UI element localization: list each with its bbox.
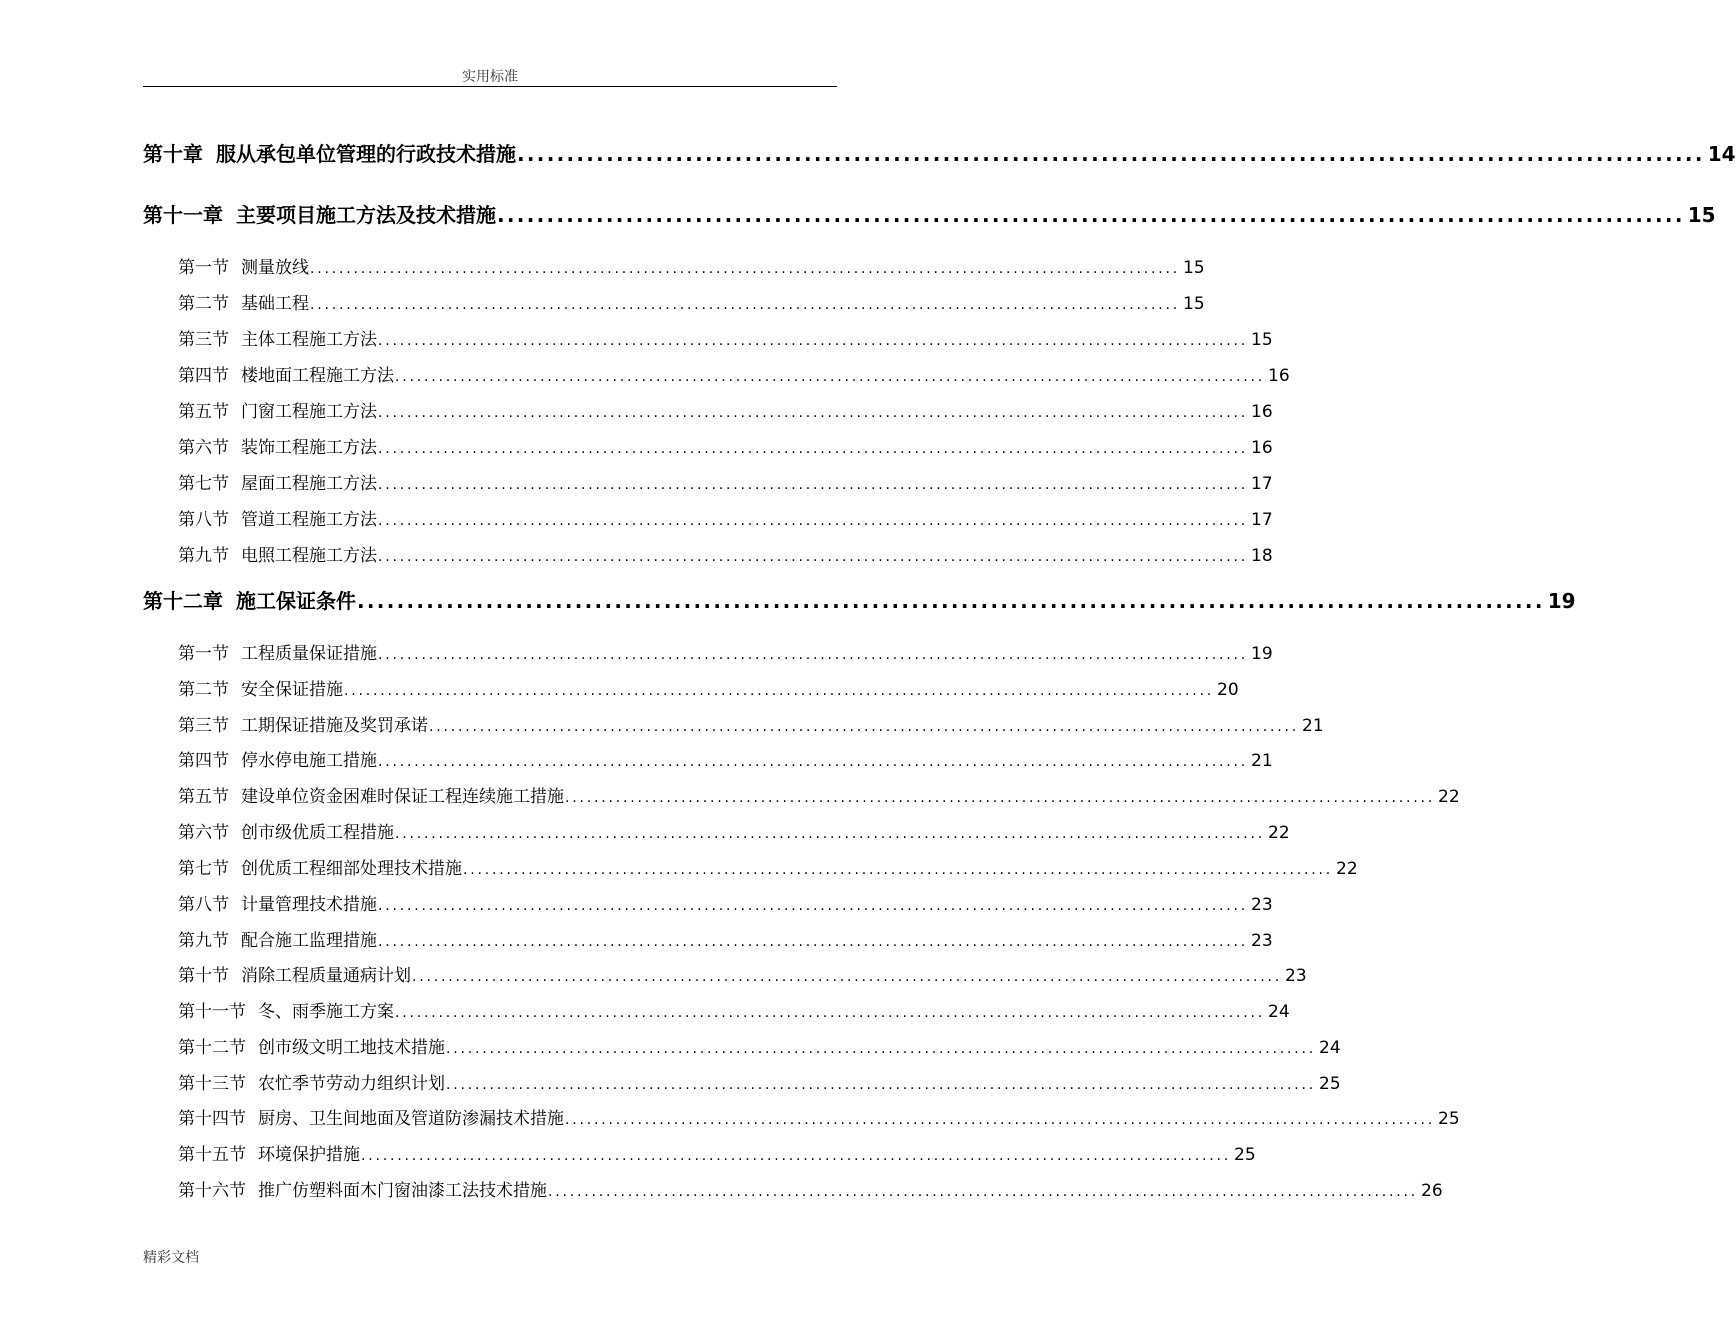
toc-entry-page-number: 23 <box>1251 895 1273 915</box>
toc-section-entry[interactable] <box>178 711 1324 736</box>
toc-entry-title: 农忙季节劳动力组织计划 <box>258 1074 445 1094</box>
toc-entry-number: 第十一节 <box>178 1002 246 1022</box>
toc-dot-leader: ........................................................................................................................ <box>378 934 1249 950</box>
toc-section-entry[interactable] <box>178 505 1273 530</box>
toc-entry-page-number: 25 <box>1319 1074 1341 1094</box>
toc-section-entry[interactable] <box>178 541 1273 566</box>
toc-entry-page-number: 21 <box>1302 716 1324 736</box>
toc-entry-number: 第十四节 <box>178 1109 246 1129</box>
toc-dot-leader: ........................................................................................................................ <box>378 754 1249 770</box>
toc-entry-number: 第七节 <box>178 474 229 494</box>
toc-entry-title: 测量放线 <box>241 258 309 278</box>
toc-dot-leader: ........................................................................................................................ <box>395 1005 1266 1021</box>
toc-chapter-entry[interactable] <box>143 199 1716 227</box>
toc-dot-leader: ........................................................................................................................ <box>497 203 1685 227</box>
toc-section-entry[interactable] <box>178 325 1273 350</box>
toc-chapter-entry[interactable] <box>143 585 1576 613</box>
toc-entry-number: 第八节 <box>178 895 229 915</box>
toc-entry-title: 管道工程施工方法 <box>241 510 377 530</box>
toc-entry-number: 第九节 <box>178 931 229 951</box>
toc-entry-title: 电照工程施工方法 <box>241 546 377 566</box>
toc-entry-page-number: 17 <box>1251 510 1273 530</box>
toc-entry-page-number: 22 <box>1438 787 1460 807</box>
toc-entry-number: 第十二章 <box>143 589 223 613</box>
toc-section-entry[interactable] <box>178 890 1273 915</box>
toc-entry-title: 装饰工程施工方法 <box>241 438 377 458</box>
toc-entry-title: 环境保护措施 <box>258 1145 360 1165</box>
toc-dot-leader: ........................................................................................................................ <box>395 369 1266 385</box>
toc-entry-page-number: 17 <box>1251 474 1273 494</box>
toc-section-entry[interactable] <box>178 854 1358 879</box>
toc-dot-leader: ........................................................................................................................ <box>310 297 1181 313</box>
toc-entry-number: 第三节 <box>178 330 229 350</box>
page-footer: 精彩文档 <box>143 1250 199 1266</box>
toc-entry-page-number: 20 <box>1217 680 1239 700</box>
toc-entry-number: 第四节 <box>178 366 229 386</box>
toc-entry-title: 基础工程 <box>241 294 309 314</box>
toc-entry-number: 第十三节 <box>178 1074 246 1094</box>
toc-section-entry[interactable] <box>178 433 1273 458</box>
toc-entry-number: 第六节 <box>178 438 229 458</box>
toc-section-entry[interactable] <box>178 1176 1443 1201</box>
toc-entry-number: 第十二节 <box>178 1038 246 1058</box>
toc-entry-title: 工程质量保证措施 <box>241 644 377 664</box>
toc-entry-number: 第九节 <box>178 546 229 566</box>
toc-entry-page-number: 24 <box>1319 1038 1341 1058</box>
toc-dot-leader: ........................................................................................................................ <box>565 790 1436 806</box>
page-header: 实用标准 <box>462 69 518 85</box>
toc-section-entry[interactable] <box>178 253 1205 278</box>
toc-entry-title: 工期保证措施及奖罚承诺 <box>241 716 428 736</box>
toc-entry-page-number: 15 <box>1183 258 1205 278</box>
toc-dot-leader: ........................................................................................................................ <box>357 589 1545 613</box>
toc-entry-title: 停水停电施工措施 <box>241 751 377 771</box>
toc-entry-number: 第十节 <box>178 966 229 986</box>
toc-entry-title: 门窗工程施工方法 <box>241 402 377 422</box>
toc-entry-page-number: 25 <box>1234 1145 1256 1165</box>
toc-entry-page-number: 15 <box>1183 294 1205 314</box>
toc-dot-leader: ........................................................................................................................ <box>361 1148 1232 1164</box>
toc-section-entry[interactable] <box>178 997 1290 1022</box>
toc-entry-number: 第十六节 <box>178 1181 246 1201</box>
toc-entry-page-number: 15 <box>1251 330 1273 350</box>
toc-dot-leader: ........................................................................................................................ <box>378 333 1249 349</box>
toc-dot-leader: ........................................................................................................................ <box>446 1077 1317 1093</box>
toc-section-entry[interactable] <box>178 818 1290 843</box>
toc-dot-leader: ........................................................................................................................ <box>517 142 1705 166</box>
toc-entry-title: 施工保证条件 <box>236 589 356 613</box>
toc-entry-page-number: 19 <box>1251 644 1273 664</box>
toc-entry-title: 冬、雨季施工方案 <box>258 1002 394 1022</box>
toc-entry-title: 屋面工程施工方法 <box>241 474 377 494</box>
toc-entry-title: 创市级优质工程措施 <box>241 823 394 843</box>
toc-entry-title: 配合施工监理措施 <box>241 931 377 951</box>
toc-entry-page-number: 14 <box>1707 142 1736 166</box>
toc-entry-page-number: 19 <box>1547 589 1576 613</box>
toc-entry-title: 楼地面工程施工方法 <box>241 366 394 386</box>
toc-entry-number: 第十五节 <box>178 1145 246 1165</box>
toc-dot-leader: ........................................................................................................................ <box>378 441 1249 457</box>
toc-entry-number: 第五节 <box>178 787 229 807</box>
toc-dot-leader: ........................................................................................................................ <box>378 477 1249 493</box>
toc-entry-page-number: 16 <box>1251 438 1273 458</box>
toc-section-entry[interactable] <box>178 1104 1460 1129</box>
toc-entry-page-number: 24 <box>1268 1002 1290 1022</box>
toc-entry-number: 第二节 <box>178 680 229 700</box>
toc-section-entry[interactable] <box>178 1140 1256 1165</box>
toc-section-entry[interactable] <box>178 469 1273 494</box>
toc-entry-number: 第五节 <box>178 402 229 422</box>
toc-entry-title: 厨房、卫生间地面及管道防渗漏技术措施 <box>258 1109 564 1129</box>
toc-section-entry[interactable] <box>178 1069 1341 1094</box>
toc-dot-leader: ........................................................................................................................ <box>378 549 1249 565</box>
toc-entry-page-number: 26 <box>1421 1181 1443 1201</box>
toc-dot-leader: ........................................................................................................................ <box>344 683 1215 699</box>
toc-section-entry[interactable] <box>178 361 1290 386</box>
toc-section-entry[interactable] <box>178 289 1205 314</box>
toc-entry-page-number: 22 <box>1336 859 1358 879</box>
toc-entry-number: 第一节 <box>178 258 229 278</box>
toc-entry-page-number: 25 <box>1438 1109 1460 1129</box>
toc-entry-title: 计量管理技术措施 <box>241 895 377 915</box>
header-rule <box>143 86 837 87</box>
toc-section-entry[interactable] <box>178 926 1273 951</box>
toc-dot-leader: ........................................................................................................................ <box>429 719 1300 735</box>
toc-entry-number: 第七节 <box>178 859 229 879</box>
toc-entry-page-number: 23 <box>1285 966 1307 986</box>
toc-dot-leader: ........................................................................................................................ <box>412 969 1283 985</box>
toc-entry-title: 建设单位资金困难时保证工程连续施工措施 <box>241 787 564 807</box>
toc-entry-number: 第一节 <box>178 644 229 664</box>
toc-section-entry[interactable] <box>178 675 1239 700</box>
toc-entry-title: 主要项目施工方法及技术措施 <box>236 203 496 227</box>
toc-dot-leader: ........................................................................................................................ <box>310 261 1181 277</box>
toc-entry-title: 安全保证措施 <box>241 680 343 700</box>
toc-dot-leader: ........................................................................................................................ <box>395 826 1266 842</box>
toc-entry-page-number: 16 <box>1251 402 1273 422</box>
toc-dot-leader: ........................................................................................................................ <box>565 1112 1436 1128</box>
toc-dot-leader: ........................................................................................................................ <box>463 862 1334 878</box>
toc-entry-title: 主体工程施工方法 <box>241 330 377 350</box>
toc-entry-number: 第三节 <box>178 716 229 736</box>
toc-entry-page-number: 22 <box>1268 823 1290 843</box>
toc-section-entry[interactable] <box>178 397 1273 422</box>
toc-dot-leader: ........................................................................................................................ <box>446 1041 1317 1057</box>
toc-section-entry[interactable] <box>178 639 1273 664</box>
toc-dot-leader: ........................................................................................................................ <box>378 898 1249 914</box>
toc-entry-title: 推广仿塑料面木门窗油漆工法技术措施 <box>258 1181 547 1201</box>
toc-entry-page-number: 15 <box>1687 203 1716 227</box>
toc-entry-page-number: 23 <box>1251 931 1273 951</box>
toc-dot-leader: ........................................................................................................................ <box>378 647 1249 663</box>
toc-entry-number: 第六节 <box>178 823 229 843</box>
toc-entry-number: 第八节 <box>178 510 229 530</box>
toc-dot-leader: ........................................................................................................................ <box>548 1184 1419 1200</box>
toc-section-entry[interactable] <box>178 746 1273 771</box>
toc-entry-number: 第二节 <box>178 294 229 314</box>
toc-entry-number: 第四节 <box>178 751 229 771</box>
toc-entry-number: 第十一章 <box>143 203 223 227</box>
toc-section-entry[interactable] <box>178 782 1460 807</box>
toc-chapter-entry[interactable] <box>143 138 1736 166</box>
toc-entry-title: 创市级文明工地技术措施 <box>258 1038 445 1058</box>
toc-entry-page-number: 18 <box>1251 546 1273 566</box>
toc-entry-page-number: 21 <box>1251 751 1273 771</box>
toc-section-entry[interactable] <box>178 961 1307 986</box>
toc-entry-number: 第十章 <box>143 142 203 166</box>
toc-section-entry[interactable] <box>178 1033 1341 1058</box>
toc-entry-title: 消除工程质量通病计划 <box>241 966 411 986</box>
toc-entry-title: 创优质工程细部处理技术措施 <box>241 859 462 879</box>
toc-dot-leader: ........................................................................................................................ <box>378 405 1249 421</box>
toc-dot-leader: ........................................................................................................................ <box>378 513 1249 529</box>
toc-entry-title: 服从承包单位管理的行政技术措施 <box>216 142 516 166</box>
toc-entry-page-number: 16 <box>1268 366 1290 386</box>
